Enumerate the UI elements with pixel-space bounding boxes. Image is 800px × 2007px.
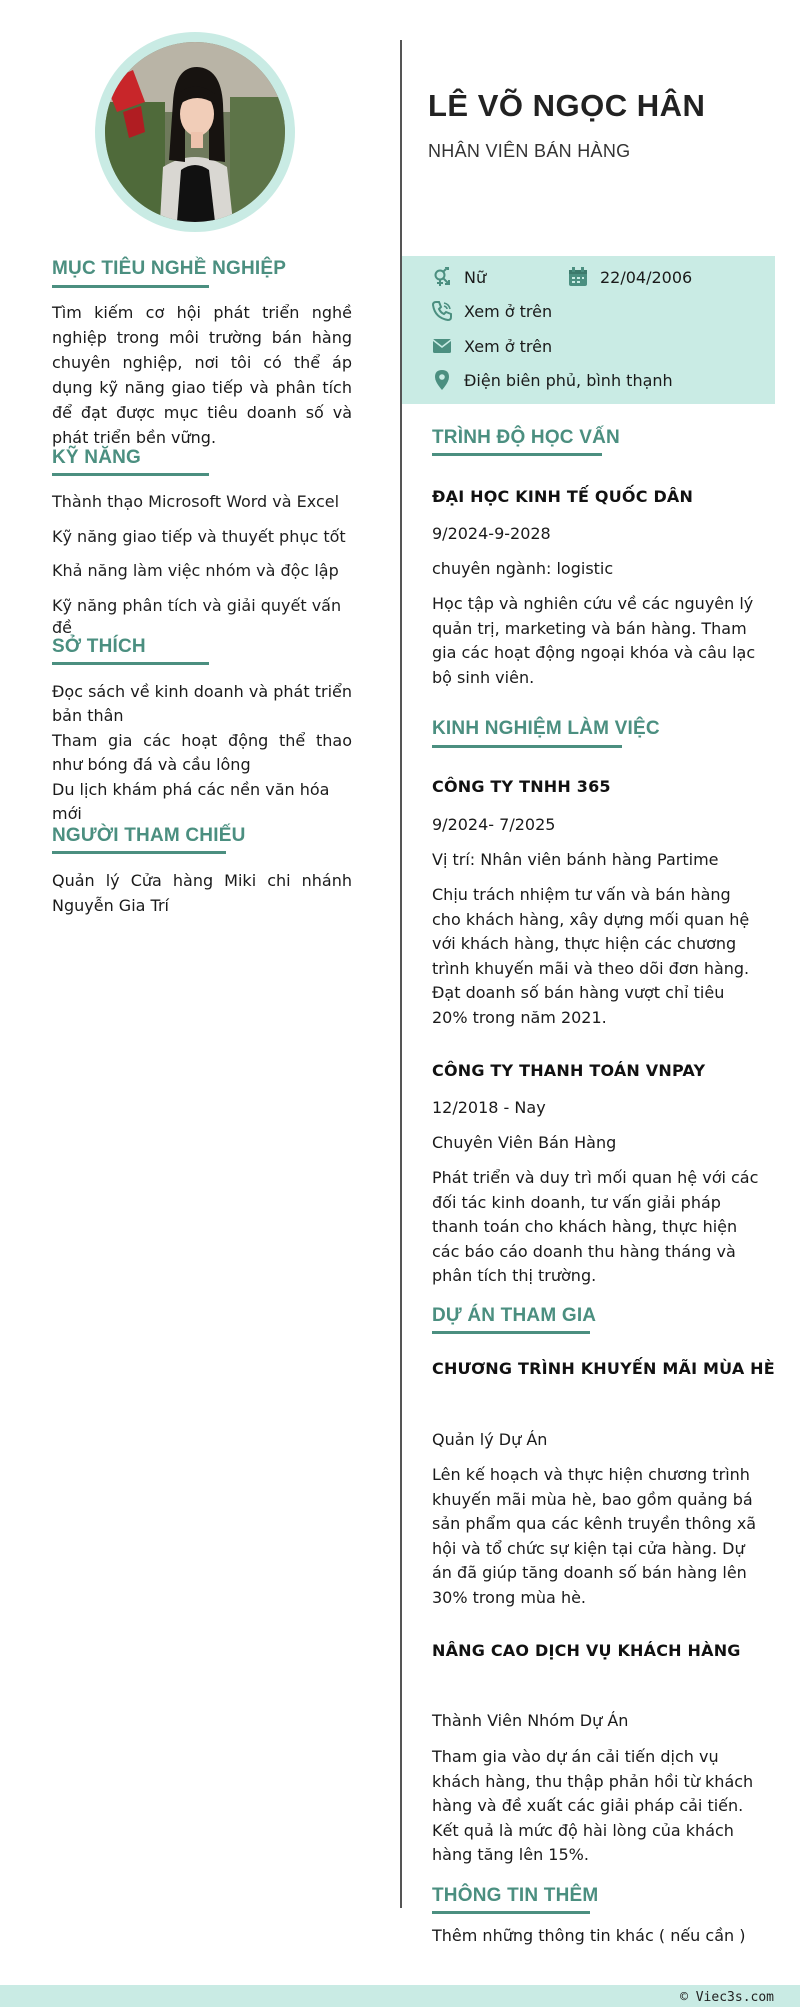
dob-value: 22/04/2006 [600,267,693,287]
hobby-item: Đọc sách về kinh doanh và phát triển bản thân [52,682,352,725]
email-value: Xem ở trên [464,336,553,356]
references-text: Quản lý Cửa hàng Miki chi nhánh Nguyễn Gia Trí [52,871,352,915]
skill-item: Kỹ năng phân tích và giải quyết vấn đề [52,596,342,637]
avatar-photo [105,42,285,222]
education-underline [432,453,602,456]
gender-icon [432,267,452,287]
job-company: CÔNG TY TNHH 365 [432,777,611,796]
references-underline [52,851,226,854]
hobby-item: Tham gia các hoạt động thể thao như bóng đá và cầu lông [52,731,352,774]
projects-underline [432,1331,590,1334]
skill-item: Kỹ năng giao tiếp và thuyết phục tốt [52,527,346,546]
education-title: TRÌNH ĐỘ HỌC VẤN [432,427,620,448]
job-role: Chuyên Viên Bán Hàng [432,1133,617,1152]
education-period: 9/2024-9-2028 [432,524,551,543]
calendar-icon [568,267,588,287]
phone-icon [432,301,452,321]
job-description: Chịu trách nhiệm tư vấn và bán hàng cho khách hàng, xây dựng mối quan hệ với khách hàng, thực hiện các chương trình khuyến mãi và theo dõi đơn hàng. Đạt doanh số bán hàng vượt chỉ tiêu 20% trong năm 2021. [432,885,750,1027]
avatar-ring [95,32,295,232]
skills-title: KỸ NĂNG [52,447,142,468]
references-title: NGƯỜI THAM CHIẾU [52,825,246,846]
job-description: Phát triển và duy trì mối quan hệ với các đối tác kinh doanh, tư vấn giải pháp thanh toán cho khách hàng, thực hiện các báo cáo doanh thu hàng tháng và phân tích thị trường. [432,1168,759,1285]
contact-address [432,370,673,390]
contact-email [432,336,552,356]
project-name: CHƯƠNG TRÌNH KHUYẾN MÃI MÙA HÈ [432,1359,775,1378]
project-role: Quản lý Dự Án [432,1430,548,1449]
education-description: Học tập và nghiên cứu về các nguyên lý quản trị, marketing và bán hàng. Tham gia các hoạt động ngoại khóa và câu lạc bộ sinh viên. [432,594,756,687]
hobby-item: Du lịch khám phá các nền văn hóa mới [52,780,330,823]
phone-value: Xem ở trên [464,301,553,321]
project-description: Tham gia vào dự án cải tiến dịch vụ khách hàng, thu thập phản hồi từ khách hàng và đề xuất các giải pháp cải tiến. Kết quả là mức độ hài lòng của khách hàng tăng lên 15%. [432,1747,754,1864]
job-period: 9/2024- 7/2025 [432,815,556,834]
skill-item: Thành thạo Microsoft Word và Excel [52,492,340,511]
candidate-title: NHÂN VIÊN BÁN HÀNG [428,141,631,161]
candidate-name: LÊ VÕ NGỌC HÂN [428,88,706,123]
job-company: CÔNG TY THANH TOÁN VNPAY [432,1061,706,1080]
contact-phone [432,301,552,321]
experience-underline [432,745,622,748]
gender-value: Nữ [464,267,487,287]
additional-text: Thêm những thông tin khác ( nếu cần ) [432,1926,746,1945]
envelope-icon [432,336,452,356]
project-role: Thành Viên Nhóm Dự Án [432,1711,629,1730]
hobbies-underline [52,662,209,665]
address-value: Điện biên phủ, bình thạnh [464,370,673,390]
education-school: ĐẠI HỌC KINH TẾ QUỐC DÂN [432,487,694,506]
additional-underline [432,1911,590,1914]
contact-dob [568,267,692,287]
job-period: 12/2018 - Nay [432,1098,546,1117]
project-name: NÂNG CAO DỊCH VỤ KHÁCH HÀNG [432,1641,741,1660]
objective-text: Tìm kiếm cơ hội phát triển nghề nghiệp trong môi trường bán hàng chuyên nghiệp, nơi tôi có thể áp dụng kỹ năng giao tiếp và phân tích để đạt được mục tiêu doanh số và phát triển bền vững. [52,303,352,447]
education-major: chuyên ngành: logistic [432,559,614,578]
objective-title: MỤC TIÊU NGHỀ NGHIỆP [52,258,287,279]
additional-title: THÔNG TIN THÊM [432,1885,599,1906]
experience-title: KINH NGHIỆM LÀM VIỆC [432,718,660,739]
job-role: Vị trí: Nhân viên bánh hàng Partime [432,850,719,869]
skills-underline [52,473,209,476]
project-description: Lên kế hoạch và thực hiện chương trình khuyến mãi mùa hè, bao gồm quảng bá sản phẩm qua các kênh truyền thông xã hội và tổ chức sự kiện tại cửa hàng. Dự án đã giúp tăng doanh số bán hàng lên 30% trong mùa hè. [432,1465,757,1607]
footer-copyright: © Viec3s.com [680,1990,774,2005]
hobbies-title: SỞ THÍCH [52,636,146,657]
contact-gender [432,267,486,287]
objective-underline [52,285,209,288]
projects-title: DỰ ÁN THAM GIA [432,1305,597,1326]
avatar [105,42,285,222]
location-pin-icon [432,370,452,390]
skill-item: Khả năng làm việc nhóm và độc lập [52,561,339,580]
